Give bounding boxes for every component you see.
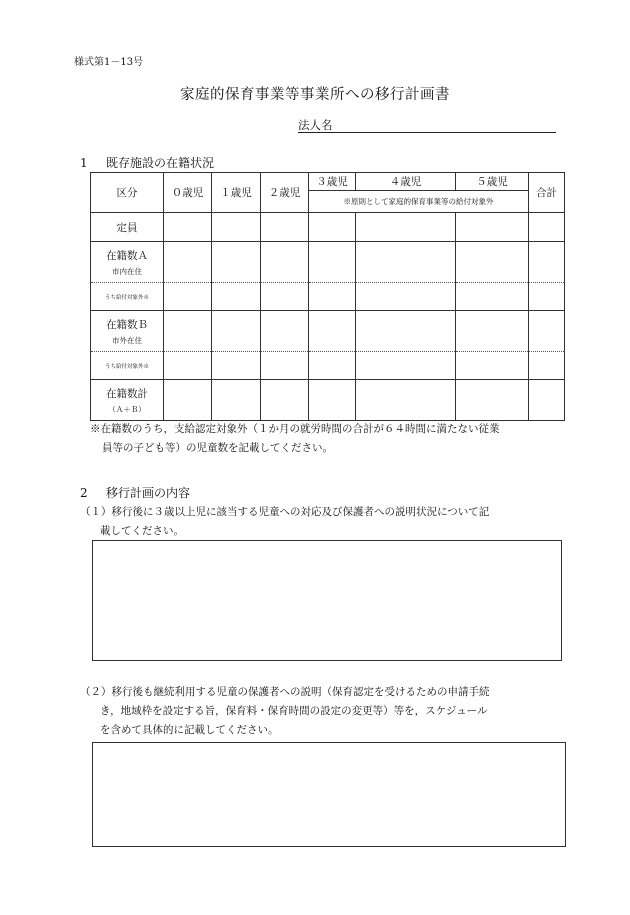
question2-text xyxy=(80,683,560,740)
cell-a-age5[interactable] xyxy=(456,242,529,283)
corp-name-label: 法人名 xyxy=(298,118,333,132)
section2-heading xyxy=(80,484,190,501)
question2-line3: を含めて具体的に記載してください。 xyxy=(100,724,279,736)
table-footnote-line2: 員等の子ども等）の児童数を記載してください。 xyxy=(102,442,333,454)
row-a-label: 在籍数Ａ xyxy=(106,249,148,262)
cell-sum-age2[interactable] xyxy=(261,380,309,421)
cell-a-excl-total[interactable] xyxy=(529,283,565,311)
row-label-teiin: 定員 xyxy=(91,213,164,242)
cell-sum-age4[interactable] xyxy=(356,380,456,421)
header-kubun: 区分 xyxy=(91,173,164,213)
cell-b-age5[interactable] xyxy=(456,311,529,352)
table-footnote-line1: ※在籍数のうち，支給認定対象外（１か月の就労時間の合計が６４時間に満たない従業 xyxy=(90,423,500,435)
table-row-a-excl xyxy=(91,283,565,311)
table-footnote xyxy=(90,420,560,458)
cell-sum-age0[interactable] xyxy=(164,380,212,421)
header-age2: ２歳児 xyxy=(261,173,309,213)
header-age1: １歳児 xyxy=(212,173,261,213)
cell-b-total[interactable] xyxy=(529,311,565,352)
header-age345-note: ※原則として家庭的保育事業等の給付対象外 xyxy=(309,191,529,213)
cell-a-excl-age1[interactable] xyxy=(212,283,261,311)
cell-b-excl-age2[interactable] xyxy=(261,352,309,380)
cell-sum-age1[interactable] xyxy=(212,380,261,421)
cell-b-excl-age0[interactable] xyxy=(164,352,212,380)
header-age3: ３歳児 xyxy=(309,173,356,191)
section2-title: 移行計画の内容 xyxy=(106,486,191,500)
cell-b-age2[interactable] xyxy=(261,311,309,352)
row-sum-label: 在籍数計 xyxy=(106,387,148,400)
cell-a-excl-age2[interactable] xyxy=(261,283,309,311)
form-number: 様式第1－13号 xyxy=(74,57,144,68)
header-age0: ０歳児 xyxy=(164,173,212,213)
cell-teiin-age4[interactable] xyxy=(356,213,456,242)
cell-a-total[interactable] xyxy=(529,242,565,283)
cell-b-age3[interactable] xyxy=(309,311,356,352)
cell-a-excl-age0[interactable] xyxy=(164,283,212,311)
question2-line2: き，地域枠を設定する旨，保育料・保育時間の設定の変更等）等を，スケジュール xyxy=(100,705,488,717)
cell-teiin-age5[interactable] xyxy=(456,213,529,242)
row-label-b-excl: うち給付対象外※ xyxy=(91,352,164,380)
cell-b-excl-age4[interactable] xyxy=(356,352,456,380)
row-b-sublabel: 市外在住 xyxy=(112,335,142,345)
section1-title: 既存施設の在籍状況 xyxy=(106,156,215,170)
row-b-label: 在籍数Ｂ xyxy=(106,318,148,331)
cell-a-age0[interactable] xyxy=(164,242,212,283)
section2-number: 2 xyxy=(80,486,88,500)
cell-a-age2[interactable] xyxy=(261,242,309,283)
cell-sum-age5[interactable] xyxy=(456,380,529,421)
question1-line1: （１）移行後に３歳以上児に該当する児童への対応及び保護者への説明状況について記 xyxy=(80,506,490,518)
row-label-b xyxy=(91,311,164,352)
question1-text xyxy=(80,503,560,541)
cell-a-age3[interactable] xyxy=(309,242,356,283)
section1-number: 1 xyxy=(80,156,88,170)
cell-teiin-age1[interactable] xyxy=(212,213,261,242)
table-row-a xyxy=(91,242,565,283)
question2-line1: （２）移行後も継続利用する児童の保護者への説明（保育認定を受けるための申請手続 xyxy=(80,686,490,698)
header-age4: ４歳児 xyxy=(356,173,456,191)
header-total: 合計 xyxy=(529,173,565,213)
question1-line2: 載してください。 xyxy=(100,525,184,537)
row-sum-sublabel: （Ａ＋Ｂ） xyxy=(108,404,146,414)
row-label-a xyxy=(91,242,164,283)
cell-b-excl-total[interactable] xyxy=(529,352,565,380)
row-label-sum xyxy=(91,380,164,421)
table-row-teiin xyxy=(91,213,565,242)
cell-a-age4[interactable] xyxy=(356,242,456,283)
cell-b-excl-age3[interactable] xyxy=(309,352,356,380)
cell-a-excl-age4[interactable] xyxy=(356,283,456,311)
cell-a-excl-age3[interactable] xyxy=(309,283,356,311)
cell-b-excl-age1[interactable] xyxy=(212,352,261,380)
table-row-sum xyxy=(91,380,565,421)
cell-b-age1[interactable] xyxy=(212,311,261,352)
cell-teiin-total[interactable] xyxy=(529,213,565,242)
cell-sum-age3[interactable] xyxy=(309,380,356,421)
cell-sum-total[interactable] xyxy=(529,380,565,421)
row-a-sublabel: 市内在住 xyxy=(112,266,142,276)
table-row-b-excl xyxy=(91,352,565,380)
cell-b-excl-age5[interactable] xyxy=(456,352,529,380)
cell-teiin-age3[interactable] xyxy=(309,213,356,242)
header-age5: ５歳児 xyxy=(456,173,529,191)
row-label-a-excl: うち給付対象外※ xyxy=(91,283,164,311)
cell-teiin-age2[interactable] xyxy=(261,213,309,242)
cell-b-age0[interactable] xyxy=(164,311,212,352)
cell-a-age1[interactable] xyxy=(212,242,261,283)
corp-name-field[interactable] xyxy=(298,117,556,133)
enrollment-table xyxy=(90,172,565,421)
section1-heading xyxy=(80,154,214,171)
cell-teiin-age0[interactable] xyxy=(164,213,212,242)
question1-answer-box[interactable] xyxy=(92,540,562,661)
document-title: 家庭的保育事業等事業所への移行計画書 xyxy=(180,87,450,103)
cell-b-age4[interactable] xyxy=(356,311,456,352)
table-row-b xyxy=(91,311,565,352)
question2-answer-box[interactable] xyxy=(92,742,566,847)
cell-a-excl-age5[interactable] xyxy=(456,283,529,311)
